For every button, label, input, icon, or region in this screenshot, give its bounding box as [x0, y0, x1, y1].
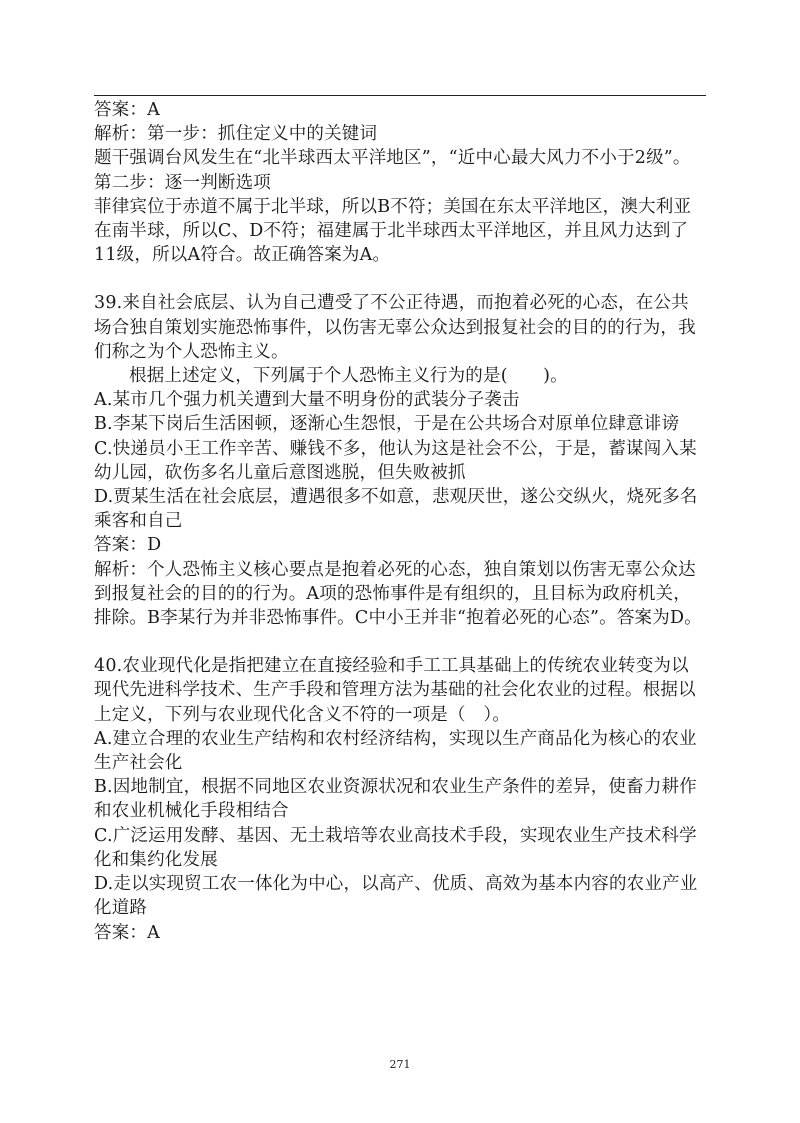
- analysis-text: 解析：个人恐怖主义核心要点是抱着必死的心态，独自策划以伤害无辜公众达到报复社会的目的的行为。A项的恐怖事件是有组织的，且目标为政府机关，排除。B李某行为并非恐怖事件。C中小王并非“抱着必死的心态”。答案为D。: [94, 559, 702, 629]
- paragraph-gap: [94, 267, 706, 291]
- analysis-text-one: 题干强调台风发生在“北半球西太平洋地区”，“近中心最大风力不小于2级”。: [94, 148, 691, 169]
- question-stem: 39.来自社会底层、认为自己遭受了不公正待遇，而抱着必死的心态，在公共场合独自策划实施恐怖事件，以伤害无辜公众达到报复社会的目的的行为，我们称之为个人恐怖主义。: [94, 293, 696, 362]
- previous-question-answer: [94, 98, 706, 267]
- question-prompt: 根据上述定义，下列属于个人恐怖主义行为的是( )。: [129, 366, 568, 387]
- option-a: A.建立合理的农业生产结构和农村经济结构，实现以生产商品化为核心的农业生产社会化: [94, 728, 697, 774]
- option-b: B.李某下岗后生活困顿，逐渐心生怨恨，于是在公共场合对原单位肆意诽谤: [94, 414, 680, 435]
- question-40: [94, 654, 706, 944]
- paragraph-gap: [94, 630, 706, 654]
- analysis-step-one: 解析：第一步：抓住定义中的关键词: [94, 124, 378, 145]
- option-b: B.因地制宜，根据不同地区农业资源状况和农业生产条件的差异，使畜力耕作和农业机械化手段相结合: [94, 777, 697, 822]
- option-d: D.贾某生活在社会底层，遭遇很多不如意，悲观厌世，遂公交纵火，烧死多名乘客和自己: [94, 487, 698, 532]
- option-a: A.某市几个强力机关遭到大量不明身份的武装分子袭击: [94, 390, 520, 411]
- analysis-text-two: 菲律宾位于赤道不属于北半球，所以B不符；美国在东太平洋地区，澳大利亚在南半球，所以C、D不符；福建属于北半球西太平洋地区，并且风力达到了11级，所以A符合。故正确答案为A。: [94, 196, 692, 266]
- page-content: [94, 98, 706, 945]
- option-d: D.走以实现贸工农一体化为中心，以高产、优质、高效为基本内容的农业产业化道路: [94, 874, 698, 919]
- option-c: C.快递员小王工作辛苦、赚钱不多，他认为这是社会不公，于是，蓄谋闯入某幼儿园，砍伤多名儿童后意图逃脱，但失败被抓: [94, 438, 697, 483]
- question-stem: 40.农业现代化是指把建立在直接经验和手工工具基础上的传统农业转变为以现代先进科学技术、生产手段和管理方法为基础的社会化农业的过程。根据以上定义，下列与农业现代化含义不符的一项是（ ）。: [94, 656, 696, 725]
- question-39: [94, 291, 706, 630]
- answer-line: 答案：D: [94, 535, 162, 556]
- page-number: 271: [389, 1058, 411, 1071]
- answer-line: 答案：A: [94, 922, 160, 943]
- header-rule: [94, 95, 706, 96]
- analysis-step-two: 第二步：逐一判断选项: [94, 172, 271, 193]
- option-c: C.广泛运用发酵、基因、无土栽培等农业高技术手段，实现农业生产技术科学化和集约化发展: [94, 825, 697, 870]
- answer-line: 答案：A: [94, 100, 160, 120]
